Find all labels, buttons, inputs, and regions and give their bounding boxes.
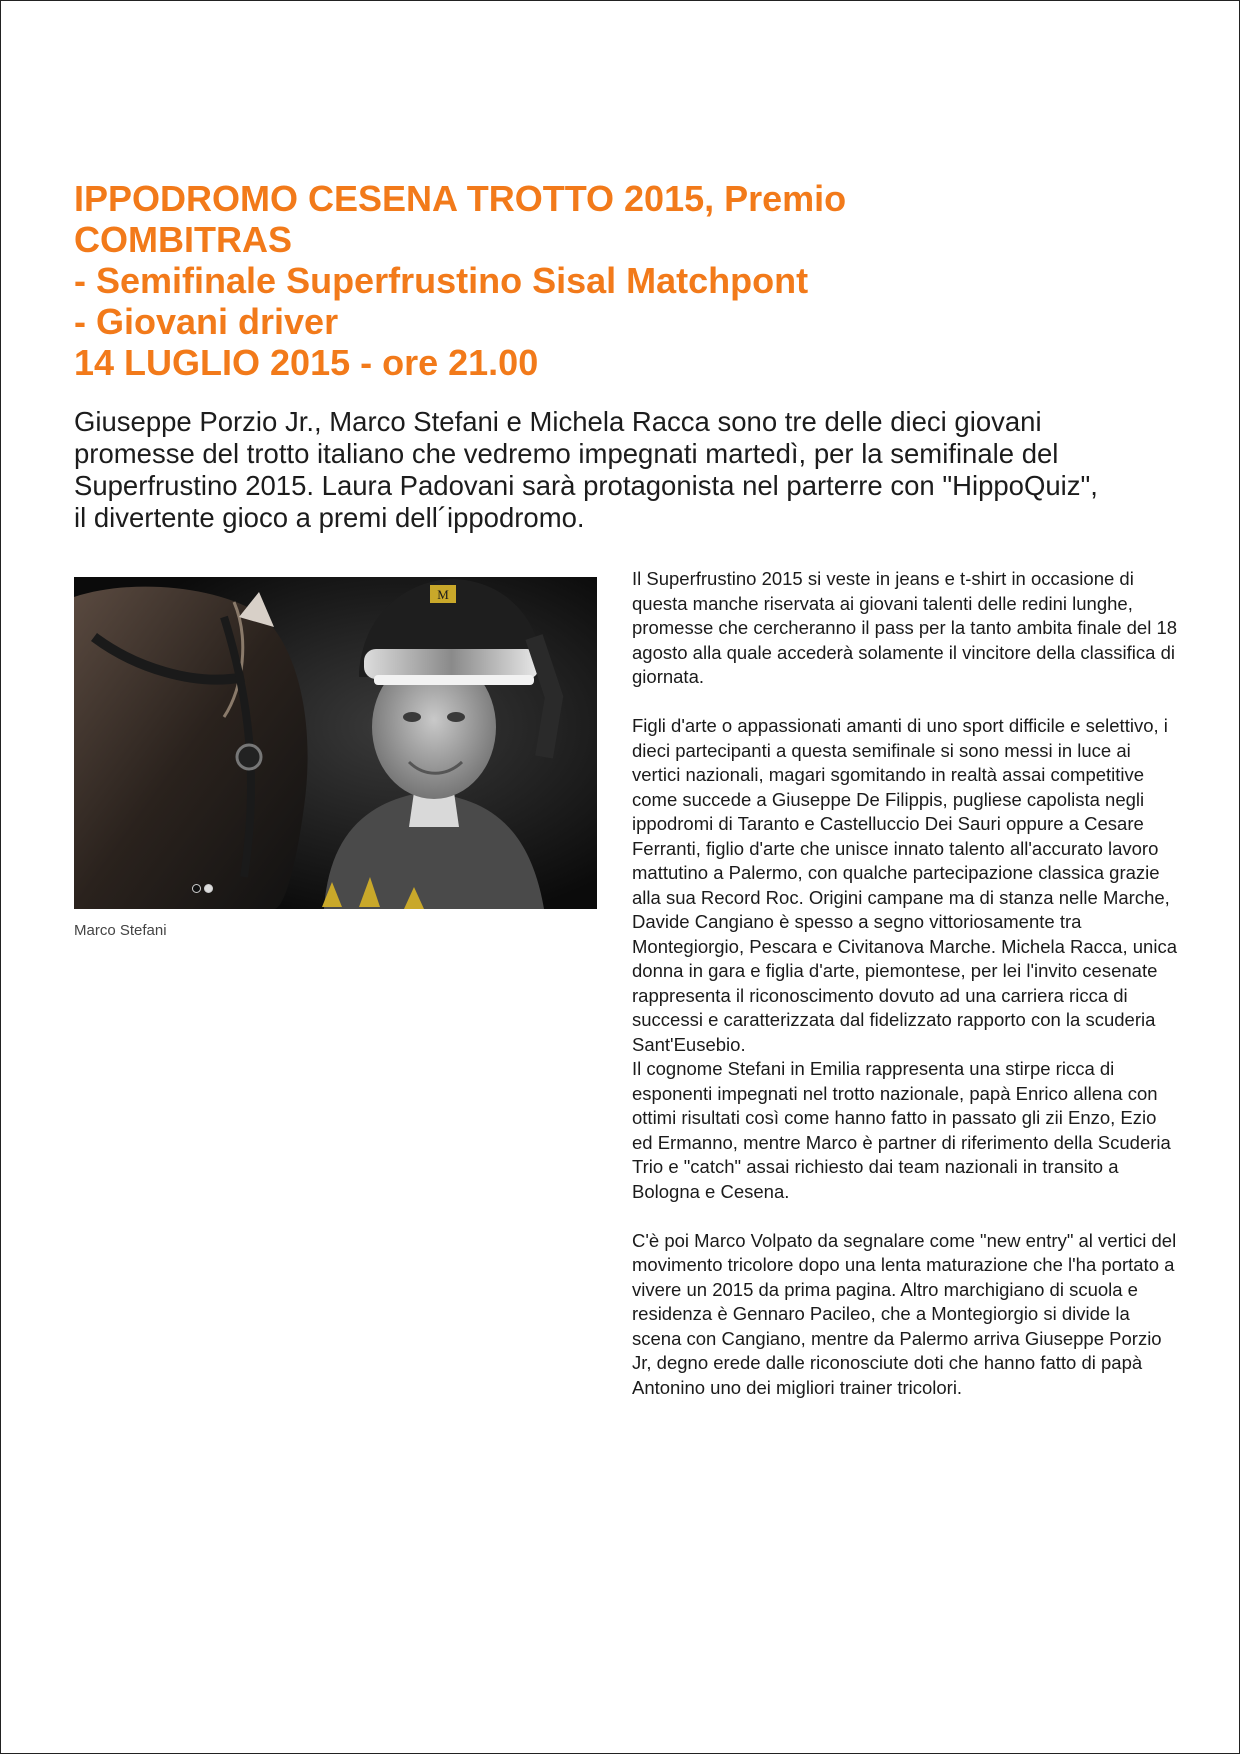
article-title (74, 178, 1134, 383)
title-line: COMBITRAS (74, 219, 292, 260)
helmet-logo: M (437, 587, 449, 602)
title-line: - Giovani driver (74, 301, 339, 342)
body-paragraph: Il Superfrustino 2015 si veste in jeans e t-shirt in occasione di questa manche riservata ai giovani talenti delle redini lunghe, promesse che cercheranno il pass per la tanto ambita finale del 18 agosto alla quale accederà solamente il vincitore della classifica di giornata. (632, 568, 1178, 687)
photo-illustration (74, 577, 597, 909)
article-body (632, 567, 1180, 1425)
title-line: IPPODROMO CESENA TROTTO 2015, Premio (74, 178, 847, 219)
article-lead: Giuseppe Porzio Jr., Marco Stefani e Michela Racca sono tre delle dieci giovani promesse del trotto italiano che vedremo impegnati martedì, per la semifinale del Superfrustino 2015. Laura Padovani sarà protagonista nel parterre con "HippoQuiz", il divertente gioco a premi dell´ippodromo. (74, 406, 1098, 533)
photo-caption: Marco Stefani (74, 922, 167, 939)
article-photo (74, 577, 597, 909)
body-paragraph: C'è poi Marco Volpato da segnalare come "new entry" al vertici del movimento tricolore dopo una lenta maturazione che l'ha portato a vivere un 2015 da prima pagina. Altro marchigiano di scuola e residenza è Gennaro Pacileo, che a Montegiorgio si divide la scena con Cangiano, mentre da Palermo arriva Giuseppe Porzio Jr, degno erede dalle riconosciute doti che hanno fatto di papà Antonino uno dei migliori trainer tricolori. (632, 1229, 1177, 1398)
slide-dot-active[interactable] (204, 884, 213, 893)
body-paragraph: Figli d'arte o appassionati amanti di uno sport difficile e selettivo, i dieci partecipanti a questa semifinale si sono messi in luce ai vertici nazionali, magari sgomitando in realtà assai competitive come succede a Giuseppe De Filippis, pugliese capolista negli ippodromi di Taranto e Castelluccio Dei Sauri oppure a Cesare Ferranti, figlio d'arte che unisce innato talento all'accurato lavoro mattutino a Palermo, con qualche partecipazione classica grazie alla sua Record Roc. Origini campane ma di stanza nelle Marche, Davide Cangiano è spesso a segno vittoriosamente tra Montegiorgio, Pescara e Civitanova Marche. Michela Racca, unica donna in gara e figlia d'arte, piemontese, per lei l'invito cesenate rappresenta il riconoscimento dovuto ad una carriera ricca di successi e caratterizzata dal fidelizzato rapporto con la scuderia Sant'Eusebio. Il cognome Stefani in Emilia rappresenta una stirpe ricca di esponenti impegnati nel trotto nazionale, papà Enrico allena con ottimi risultati così come hanno fatto in passato gli zii Enzo, Ezio ed Ermanno, mentre Marco è partner di riferimento della Scuderia Trio e "catch" assai richiesto dai team nazionali in transito a Bologna e Cesena. (632, 715, 1177, 1202)
title-line: 14 LUGLIO 2015 - ore 21.00 (74, 342, 539, 383)
title-line: - Semifinale Superfrustino Sisal Matchpont (74, 260, 809, 301)
slide-dot[interactable] (192, 884, 201, 893)
